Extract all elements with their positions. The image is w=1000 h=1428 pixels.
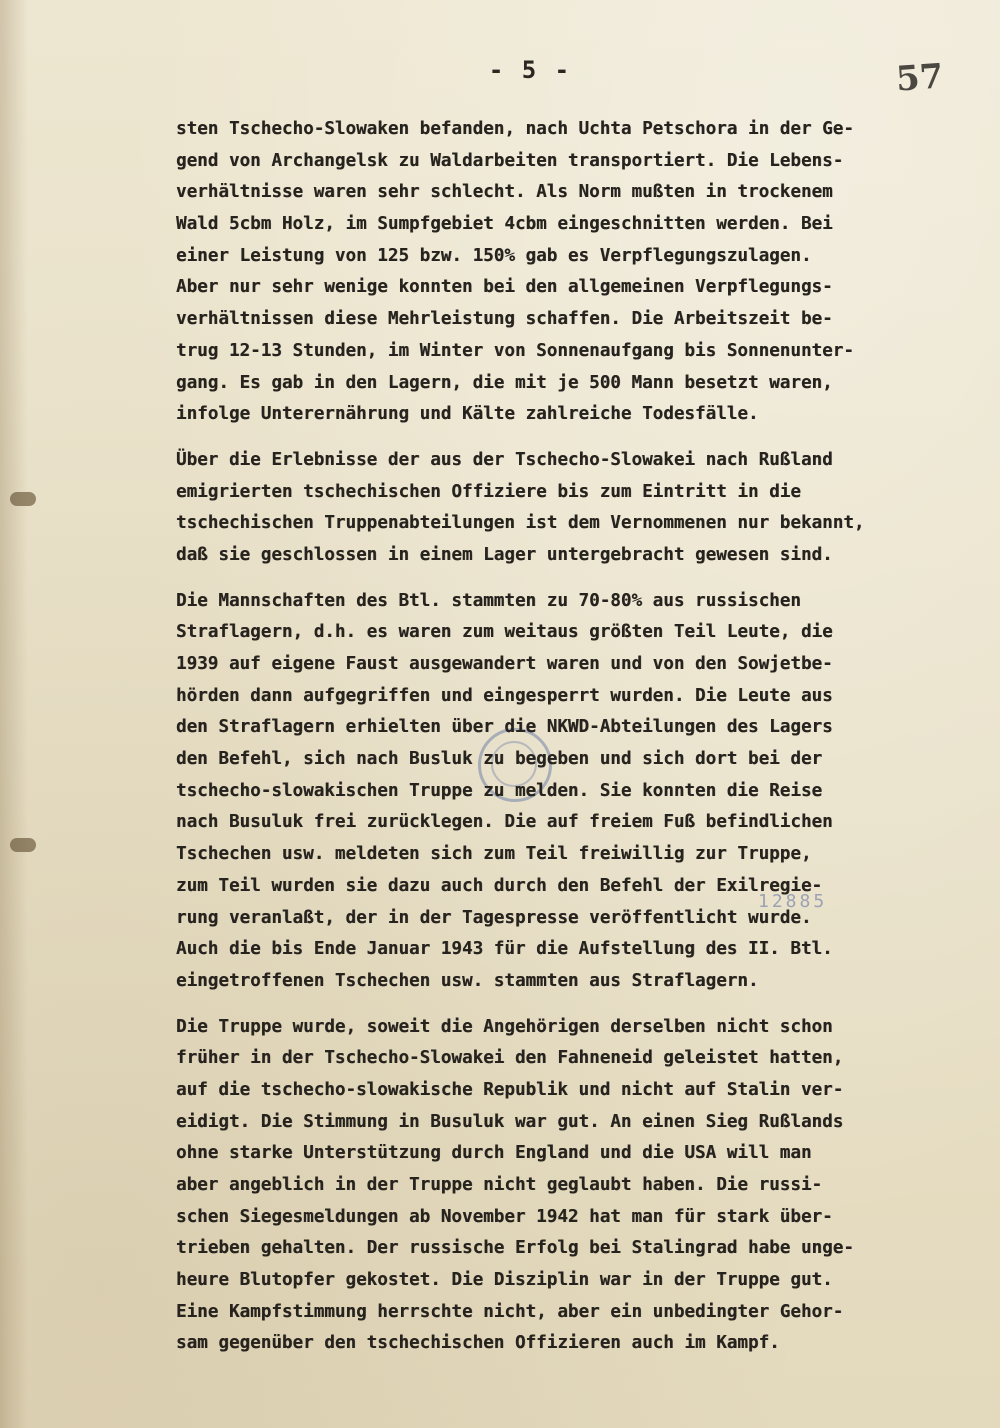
text-line: Tschechen usw. meldeten sich zum Teil freiwillig zur Truppe, [176, 844, 812, 865]
text-line: auf die tschecho-slowakische Republik und nicht auf Stalin ver- [176, 1079, 844, 1100]
text-line: zum Teil wurden sie dazu auch durch den Befehl der Exilregie- [176, 875, 823, 896]
paragraph [176, 114, 986, 431]
text-line: Eine Kampfstimmung herrschte nicht, aber ein unbedingter Gehor- [176, 1301, 844, 1322]
page-number: - 5 - [488, 56, 572, 84]
page-edge-shadow [0, 0, 28, 1428]
text-line: früher in der Tschecho-Slowakei den Fahneneid geleistet hatten, [176, 1048, 844, 1069]
text-line: verhältnissen diese Mehrleistung schaffen. Die Arbeitszeit be- [176, 309, 833, 330]
text-line: eingetroffenen Tschechen usw. stammten aus Straflagern. [176, 970, 759, 991]
text-line: gang. Es gab in den Lagern, die mit je 500 Mann besetzt waren, [176, 372, 833, 393]
text-line: 1939 auf eigene Faust ausgewandert waren und von den Sowjetbe- [176, 654, 833, 674]
text-line: rung veranlaßt, der in der Tagespresse veröffentlicht wurde. [176, 907, 812, 928]
faint-stamp-number: 12885 [758, 891, 828, 912]
text-line: einer Leistung von 125 bzw. 150% gab es Verpflegungszulagen. [176, 245, 812, 266]
text-line: Die Truppe wurde, soweit die Angehörigen derselben nicht schon [176, 1016, 833, 1037]
text-line: emigrierten tschechischen Offiziere bis zum Eintritt in die [176, 481, 801, 502]
paragraph [176, 586, 986, 998]
text-line: Die Mannschaften des Btl. stammten zu 70-80% aus russischen [176, 590, 801, 611]
handwritten-folio-number: 57 [894, 56, 945, 100]
text-line: schen Siegesmeldungen ab November 1942 hat man für stark über- [176, 1206, 833, 1227]
typed-body-text [176, 114, 986, 1374]
text-line: Wald 5cbm Holz, im Sumpfgebiet 4cbm eingeschnitten werden. Bei [176, 214, 833, 235]
text-line: ohne starke Unterstützung durch England und die USA will man [176, 1143, 812, 1164]
text-line: Über die Erlebnisse der aus der Tschecho-Slowakei nach Rußland [176, 449, 833, 470]
text-line: sam gegenüber den tschechischen Offizieren auch im Kampf. [176, 1333, 780, 1354]
paragraph [176, 445, 986, 572]
text-line: nach Busuluk frei zurücklegen. Die auf freiem Fuß befindlichen [176, 812, 833, 833]
binding-hole [10, 492, 36, 506]
text-line: Aber nur sehr wenige konnten bei den allgemeinen Verpflegungs- [176, 277, 833, 298]
text-line: den Straflagern erhielten über die NKWD-Abteilungen des Lagers [176, 717, 833, 738]
text-line: infolge Unterernährung und Kälte zahlreiche Todesfälle. [176, 404, 759, 425]
text-line: Auch die bis Ende Januar 1943 für die Aufstellung des II. Btl. [176, 939, 833, 960]
text-line: verhältnisse waren sehr schlecht. Als Norm mußten in trockenem [176, 182, 833, 203]
binding-hole [10, 838, 36, 852]
text-line: sten Tschecho-Slowaken befanden, nach Uchta Petschora in der Ge- [176, 119, 854, 139]
text-line: trug 12-13 Stunden, im Winter von Sonnenaufgang bis Sonnenunter- [176, 340, 854, 361]
text-line: aber angeblich in der Truppe nicht geglaubt haben. Die russi- [176, 1175, 823, 1195]
text-line: daß sie geschlossen in einem Lager untergebracht gewesen sind. [176, 544, 833, 565]
text-line: eidigt. Die Stimmung in Busuluk war gut. An einen Sieg Rußlands [176, 1111, 844, 1132]
text-line: den Befehl, sich nach Busluk zu begeben und sich dort bei der [176, 749, 823, 770]
text-line: hörden dann aufgegriffen und eingesperrt wurden. Die Leute aus [176, 685, 833, 706]
text-line: Straflagern, d.h. es waren zum weitaus größten Teil Leute, die [176, 622, 833, 643]
text-line: heure Blutopfer gekostet. Die Disziplin war in der Truppe gut. [176, 1270, 833, 1291]
text-line: tschechischen Truppenabteilungen ist dem Vernommenen nur bekannt, [176, 513, 865, 534]
paragraph [176, 1012, 986, 1361]
text-line: gend von Archangelsk zu Waldarbeiten transportiert. Die Lebens- [176, 150, 844, 171]
text-line: tschecho-slowakischen Truppe zu melden. Sie konnten die Reise [176, 780, 823, 801]
text-line: trieben gehalten. Der russische Erfolg bei Stalingrad habe unge- [176, 1238, 854, 1259]
